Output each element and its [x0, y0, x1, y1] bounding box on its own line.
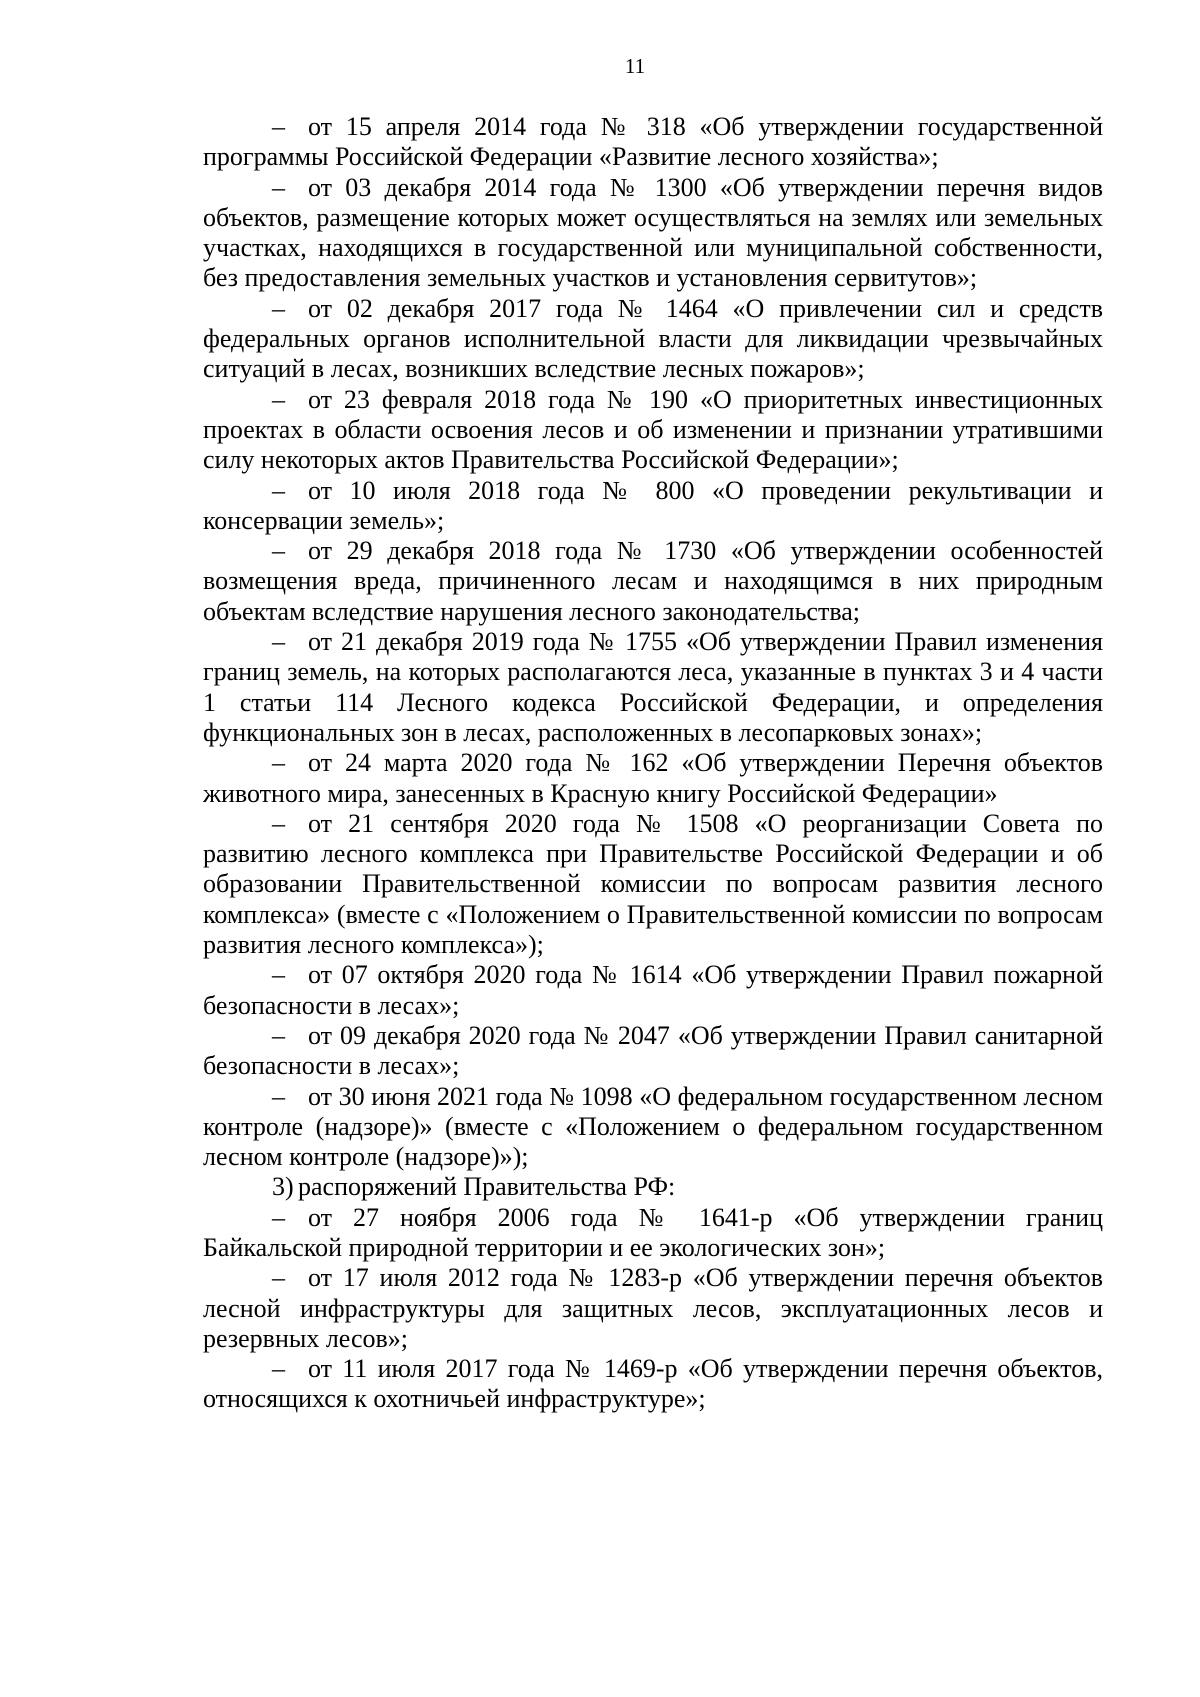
list-item	[203, 960, 1103, 1021]
list-marker: –	[272, 627, 285, 657]
list-item-text: от 21 сентября 2020 года № 1508 «О реорганизации Совета по развитию лесного комплекса при Правительстве Российской Федерации и об образовании Правительственной комиссии по вопросам развития лесного комплекса» (вместе с «Положением о Правительственной комиссии по вопросам развития лесного комплекса»);	[203, 808, 1103, 960]
list-marker: –	[272, 172, 285, 202]
list-item	[203, 173, 1103, 294]
list-marker: –	[272, 1354, 285, 1384]
list-item	[203, 1082, 1103, 1173]
list-item-text: от 24 марта 2020 года № 162 «Об утверждении Перечня объектов животного мира, занесенных в Красную книгу Российской Федерации»	[203, 748, 1103, 808]
list-item-text: от 23 февраля 2018 года № 190 «О приоритетных инвестиционных проектах в области освоения лесов и об изменении и признании утратившими силу некоторых актов Правительства Российской Федерации»;	[203, 384, 1103, 475]
list-marker: –	[272, 808, 285, 838]
list-marker: –	[272, 112, 285, 141]
list-item-text: от 07 октября 2020 года № 1614 «Об утверждении Правил пожарной безопасности в лесах»;	[203, 960, 1103, 1020]
list-marker: –	[272, 475, 285, 505]
list-item-text: от 27 ноября 2006 года № 1641-р «Об утверждении границ Байкальской природной территории и ее экологических зон»;	[203, 1202, 1103, 1262]
section-heading-text: распоряжений Правительства РФ:	[298, 1172, 676, 1202]
list-item-text: от 21 декабря 2019 года № 1755 «Об утверждении Правил изменения границ земель, на которых располагаются леса, указанные в пунктах 3 и 4 части 1 статьи 114 Лесного кодекса Российской Федерации, и определения функциональных зон в лесах, расположенных в лесопарковых зонах»;	[203, 627, 1103, 747]
list-marker: –	[272, 748, 285, 778]
list-item-text: от 10 июля 2018 года № 800 «О проведении рекультивации и консервации земель»;	[203, 475, 1103, 535]
list-item	[203, 476, 1103, 537]
list-item-text: от 29 декабря 2018 года № 1730 «Об утверждении особенностей возмещения вреда, причиненного лесам и находящимся в них природным объектам вследствие нарушения лесного законодательства;	[203, 536, 1103, 626]
list-item-text: от 03 декабря 2014 года № 1300 «Об утверждении перечня видов объектов, размещение которых может осуществляться на землях или земельных участках, находящихся в государственной или муниципальной собственности, без предоставления земельных участков и установления сервитутов»;	[203, 172, 1103, 293]
list-marker: –	[272, 293, 285, 323]
list-item-text: от 02 декабря 2017 года № 1464 «О привлечении сил и средств федеральных органов исполнительной власти для ликвидации чрезвычайных ситуаций в лесах, возникших вследствие лесных пожаров»;	[203, 293, 1103, 384]
list-marker: –	[272, 1020, 285, 1050]
list-marker: –	[272, 1263, 285, 1293]
list-item	[203, 627, 1103, 748]
list-item	[203, 1021, 1103, 1082]
list-item	[203, 385, 1103, 476]
list-marker: –	[272, 1202, 285, 1232]
list-item	[203, 748, 1103, 809]
list-item-text: от 11 июля 2017 года № 1469-р «Об утверждении перечня объектов, относящихся к охотничьей инфраструктуре»;	[203, 1354, 1103, 1414]
section-number: 3)	[272, 1172, 294, 1202]
list-item	[203, 294, 1103, 385]
page-number: 11	[624, 54, 646, 78]
list-item-text: от 15 апреля 2014 года № 318 «Об утверждении государственной программы Российской Федерации «Развитие лесного хозяйства»;	[203, 112, 1103, 172]
list-item	[203, 1203, 1103, 1264]
list-item-text: от 30 июня 2021 года № 1098 «О федеральном государственном лесном контроле (надзоре)» (вместе с «Положением о федеральном государственном лесном контроле (надзоре)»);	[203, 1081, 1103, 1172]
list-marker: –	[272, 384, 285, 414]
list-item	[203, 536, 1103, 627]
list-item-text: от 09 декабря 2020 года № 2047 «Об утверждении Правил санитарной безопасности в лесах»;	[203, 1020, 1103, 1081]
list-item-text: от 17 июля 2012 года № 1283-р «Об утверждении перечня объектов лесной инфраструктуры для защитных лесов, эксплуатационных лесов и резервных лесов»;	[203, 1263, 1103, 1353]
list-item	[203, 1354, 1103, 1415]
list-item	[203, 809, 1103, 960]
document-body	[203, 112, 1103, 1415]
list-marker: –	[272, 960, 285, 990]
list-marker: –	[272, 1081, 285, 1111]
section-heading	[203, 1172, 1103, 1202]
list-item	[203, 1263, 1103, 1354]
list-marker: –	[272, 536, 285, 566]
list-item	[203, 112, 1103, 173]
